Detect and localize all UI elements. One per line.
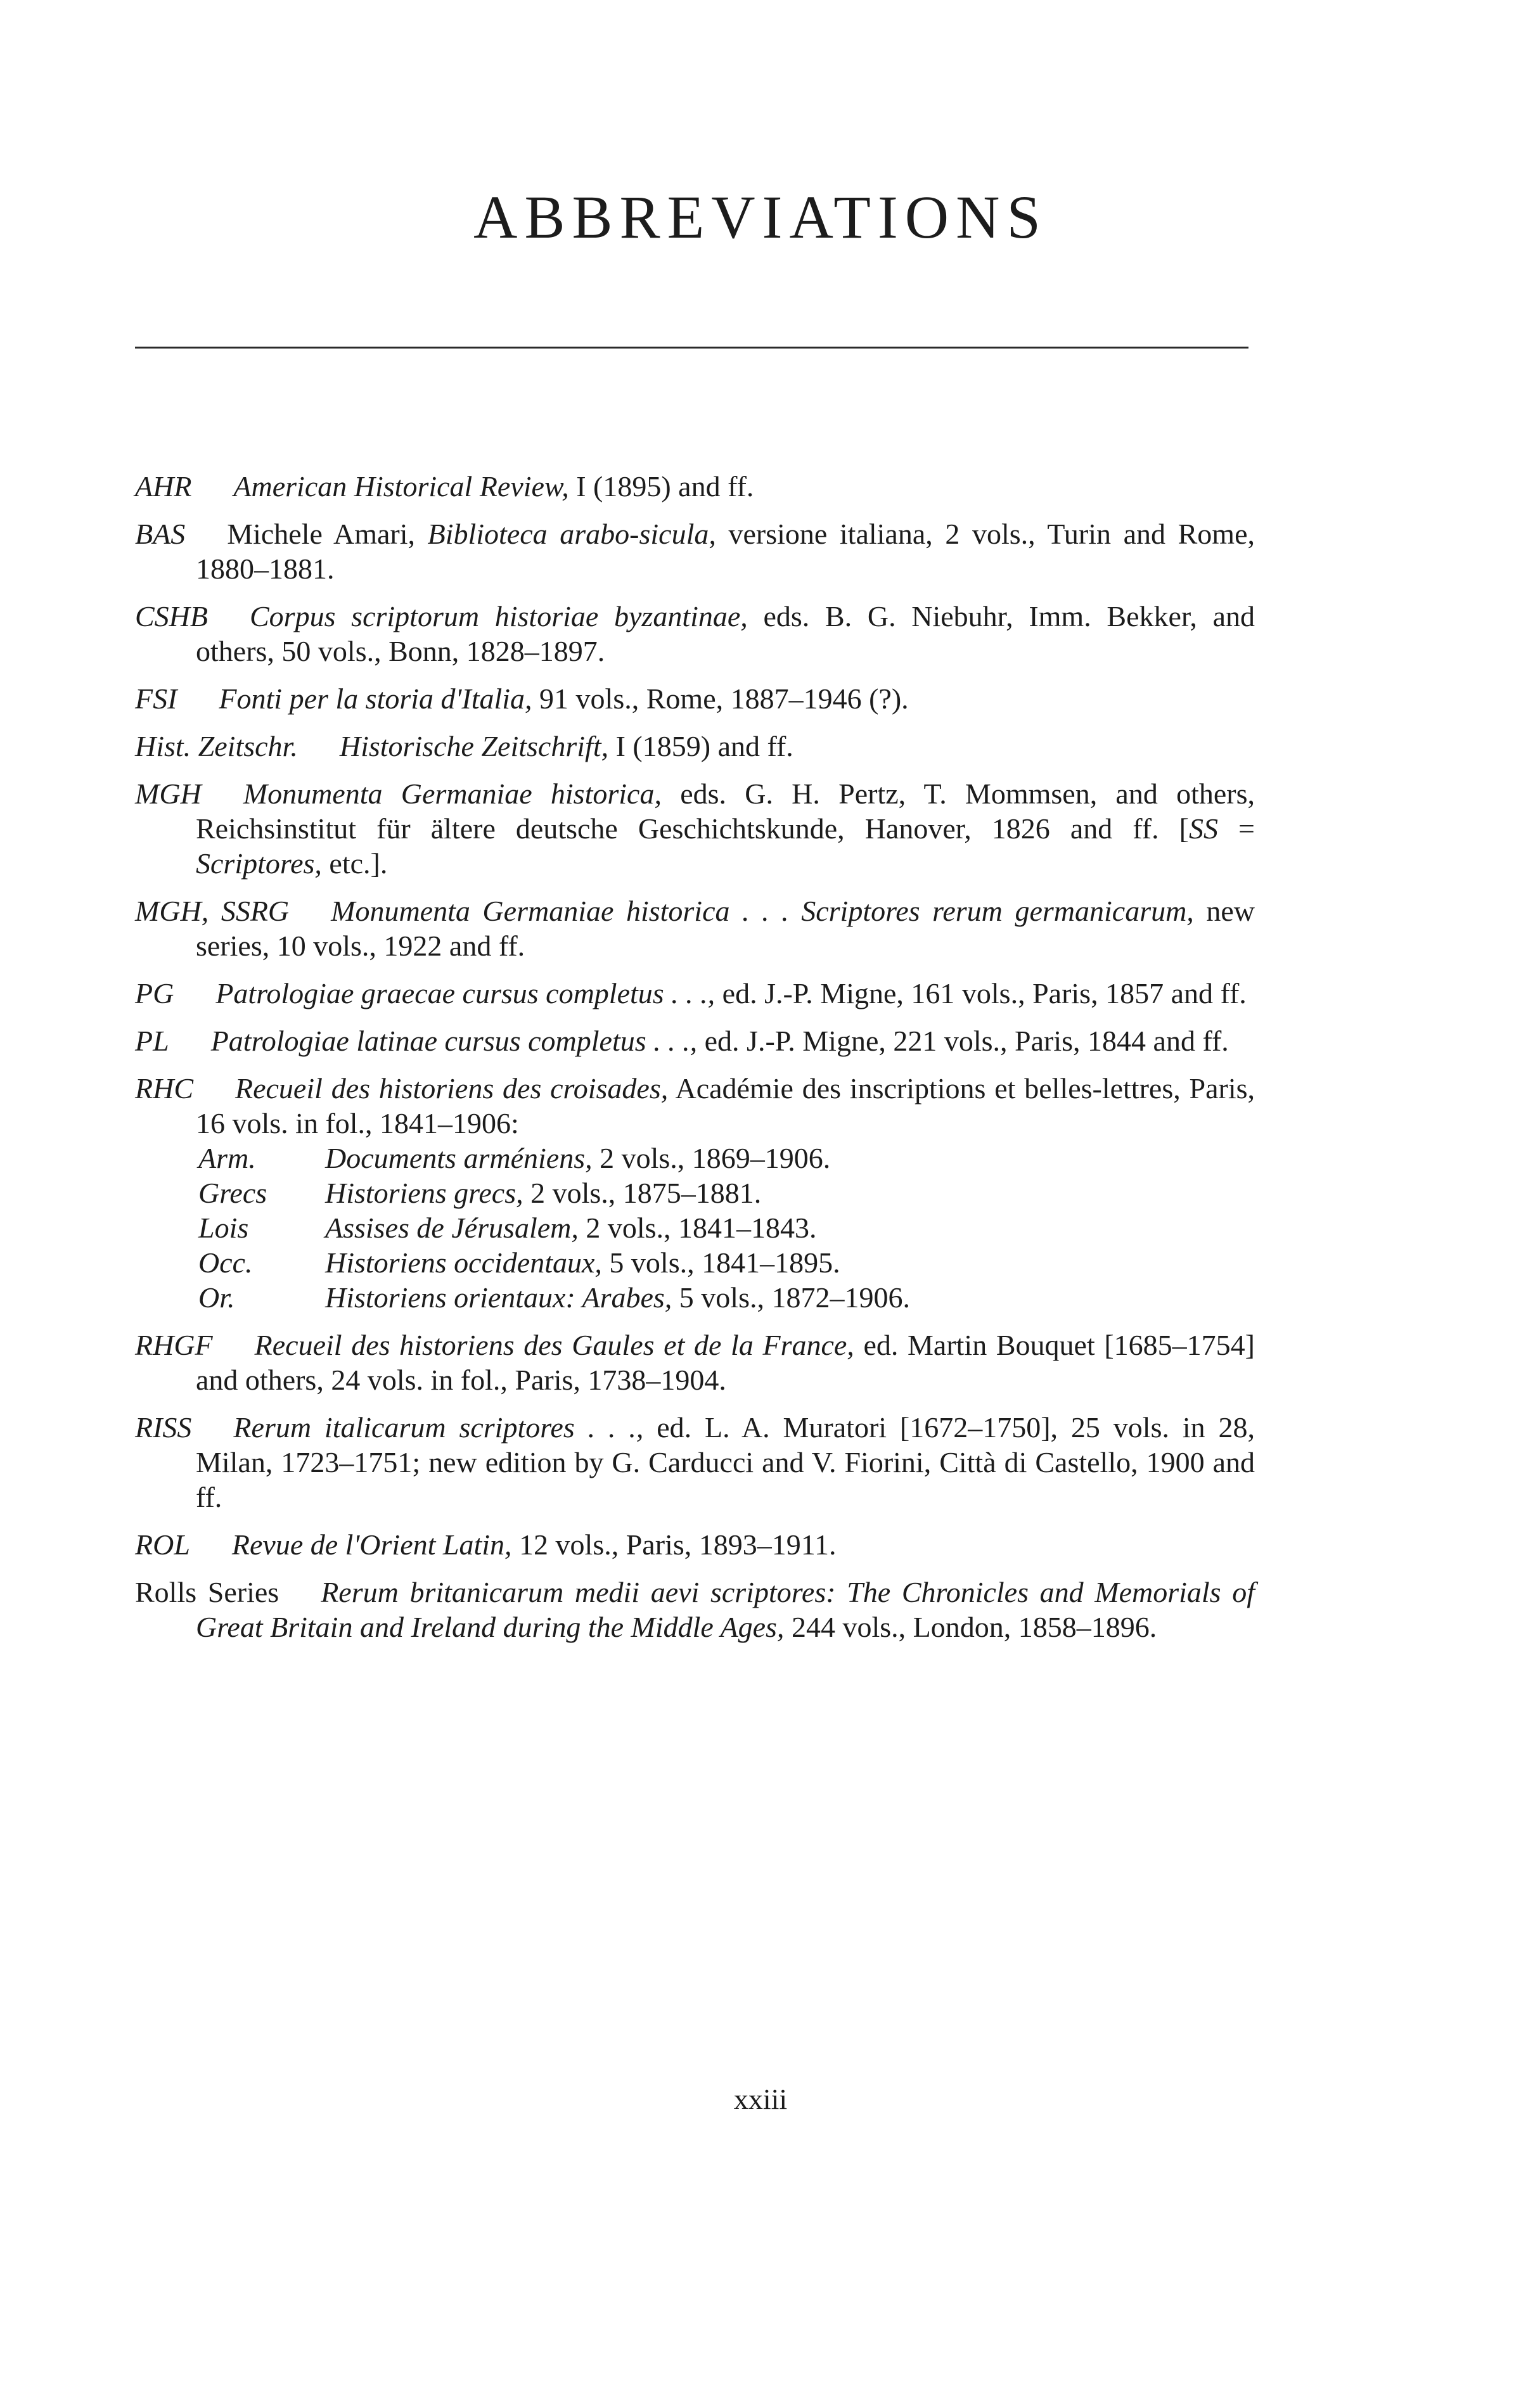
entry-details: 244 vols., London, 1858–1896. — [784, 1611, 1157, 1643]
sub-entry-details: 2 vols., 1875–1881. — [523, 1177, 762, 1209]
entry-details: versione italiana, 2 vols., Turin and Rome, 1880–1881. — [196, 518, 1255, 585]
entry-title: American Historical Review, — [233, 470, 569, 503]
sub-entry-details: 2 vols., 1869–1906. — [592, 1142, 831, 1174]
entry-abbr: PL — [135, 1025, 169, 1057]
entry-title: Recueil des historiens des croisades, — [235, 1072, 669, 1105]
entry-author: Michele Amari, — [227, 518, 428, 550]
entry-abbr: BAS — [135, 518, 186, 550]
entry-details: ed. J.-P. Migne, 221 vols., Paris, 1844 and ff. — [697, 1025, 1229, 1057]
sub-entry-title: Historiens occidentaux, — [325, 1246, 602, 1279]
entry-rhc — [135, 1071, 1255, 1141]
abbreviation-list — [135, 469, 1255, 1657]
entry-mgh — [135, 776, 1255, 881]
title-rule — [135, 347, 1248, 349]
page-title: ABBREVIATIONS — [473, 183, 1048, 251]
sub-entry — [135, 1141, 1255, 1175]
sub-entry-abbr: Occ. — [198, 1246, 253, 1279]
entry-abbr: Hist. Zeitschr. — [135, 730, 298, 762]
entry-rolls-series — [135, 1575, 1255, 1644]
entry-note-title: Scriptores, — [196, 847, 322, 880]
entry-bas — [135, 516, 1255, 586]
entry-note-abbr: SS — [1189, 812, 1218, 845]
entry-title: Monumenta Germaniae historica, — [243, 778, 662, 810]
entry-abbr: MGH — [135, 778, 202, 810]
sub-entry-details: 2 vols., 1841–1843. — [578, 1212, 817, 1244]
entry-details: new series, 10 vols., 1922 and ff. — [196, 895, 1255, 962]
entry-fsi — [135, 681, 1255, 716]
sub-entry-details: 5 vols., 1872–1906. — [672, 1281, 910, 1314]
entry-cshb — [135, 599, 1255, 669]
entry-details: ed. L. A. Muratori [1672–1750], 25 vols. in 28, Milan, 1723–1751; new edition by G. Carducci and V. Fiorini, Città di Castello, 1900 and ff. — [196, 1411, 1255, 1513]
sub-entry-abbr: Grecs — [198, 1177, 267, 1209]
sub-entry-title: Documents arméniens, — [325, 1142, 593, 1174]
entry-ahr — [135, 469, 1255, 504]
entry-rhgf — [135, 1328, 1255, 1397]
entry-details: Académie des inscriptions et belles-lettres, Paris, 16 vols. in fol., 1841–1906: — [196, 1072, 1255, 1139]
entry-abbr: RHC — [135, 1072, 193, 1105]
entry-details: eds. B. G. Niebuhr, Imm. Bekker, and others, 50 vols., Bonn, 1828–1897. — [196, 600, 1255, 667]
sub-entry-abbr: Arm. — [198, 1142, 256, 1174]
page-number: xxiii — [733, 2083, 788, 2115]
entry-abbr: RHGF — [135, 1329, 213, 1361]
entry-title: Monumenta Germaniae historica . . . Scriptores rerum germanicarum, — [331, 895, 1194, 927]
entry-pl — [135, 1023, 1255, 1058]
entry-abbr: PG — [135, 977, 174, 1009]
entry-title: Historische Zeitschrift, — [339, 730, 609, 762]
entry-abbr: RISS — [135, 1411, 192, 1444]
sub-entry-details: 5 vols., 1841–1895. — [601, 1246, 840, 1279]
entry-rol — [135, 1527, 1255, 1562]
entry-pg — [135, 976, 1255, 1011]
entry-note-end: etc.]. — [321, 847, 388, 880]
sub-entry-abbr: Lois — [198, 1212, 249, 1244]
sub-entry-title: Historiens orientaux: Arabes, — [325, 1281, 672, 1314]
entry-mgh-ssrg — [135, 893, 1255, 963]
sub-entry-abbr: Or. — [198, 1281, 235, 1314]
sub-entry-title: Historiens grecs, — [325, 1177, 523, 1209]
entry-title: Patrologiae graecae cursus completus . . ., — [215, 977, 716, 1009]
entry-abbr: ROL — [135, 1528, 190, 1561]
entry-abbr: AHR — [135, 470, 192, 503]
entry-title: Fonti per la storia d'Italia, — [219, 682, 532, 715]
entry-title: Patrologiae latinae cursus completus . . ., — [210, 1025, 698, 1057]
entry-details: I (1859) and ff. — [608, 730, 793, 762]
entry-title: Recueil des historiens des Gaules et de la France, — [254, 1329, 854, 1361]
sub-entry — [135, 1210, 1255, 1245]
entry-title: Corpus scriptorum historiae byzantinae, — [250, 600, 748, 632]
entry-title: Revue de l'Orient Latin, — [231, 1528, 512, 1561]
entry-details: ed. Martin Bouquet [1685–1754] and others, 24 vols. in fol., Paris, 1738–1904. — [196, 1329, 1255, 1396]
rhc-sublist — [135, 1141, 1255, 1315]
entry-abbr: CSHB — [135, 600, 208, 632]
sub-entry — [135, 1175, 1255, 1210]
sub-entry — [135, 1245, 1255, 1280]
entry-details: ed. J.-P. Migne, 161 vols., Paris, 1857 and ff. — [715, 977, 1247, 1009]
entry-details: I (1895) and ff. — [568, 470, 754, 503]
entry-hist-zeitschr — [135, 729, 1255, 764]
entry-title: Biblioteca arabo-sicula, — [427, 518, 716, 550]
entry-abbr: Rolls Series — [135, 1576, 279, 1608]
sub-entry — [135, 1280, 1255, 1315]
entry-details: eds. G. H. Pertz, T. Mommsen, and others, Reichsinstitut für ältere deutsche Geschichtskunde, Hanover, 1826 and ff. [ — [196, 778, 1255, 845]
entry-title: Rerum italicarum scriptores . . ., — [233, 1411, 644, 1444]
entry-title: Rerum britanicarum medii aevi scriptores: The Chronicles and Memorials of Great Britain and Ireland during the Middle Ages, — [196, 1576, 1255, 1643]
entry-abbr: FSI — [135, 682, 177, 715]
entry-details: 91 vols., Rome, 1887–1946 (?). — [532, 682, 909, 715]
entry-riss — [135, 1410, 1255, 1515]
entry-note-equals: = — [1218, 812, 1255, 845]
entry-details: 12 vols., Paris, 1893–1911. — [511, 1528, 837, 1561]
sub-entry-title: Assises de Jérusalem, — [325, 1212, 579, 1244]
entry-abbr: MGH, SSRG — [135, 895, 290, 927]
